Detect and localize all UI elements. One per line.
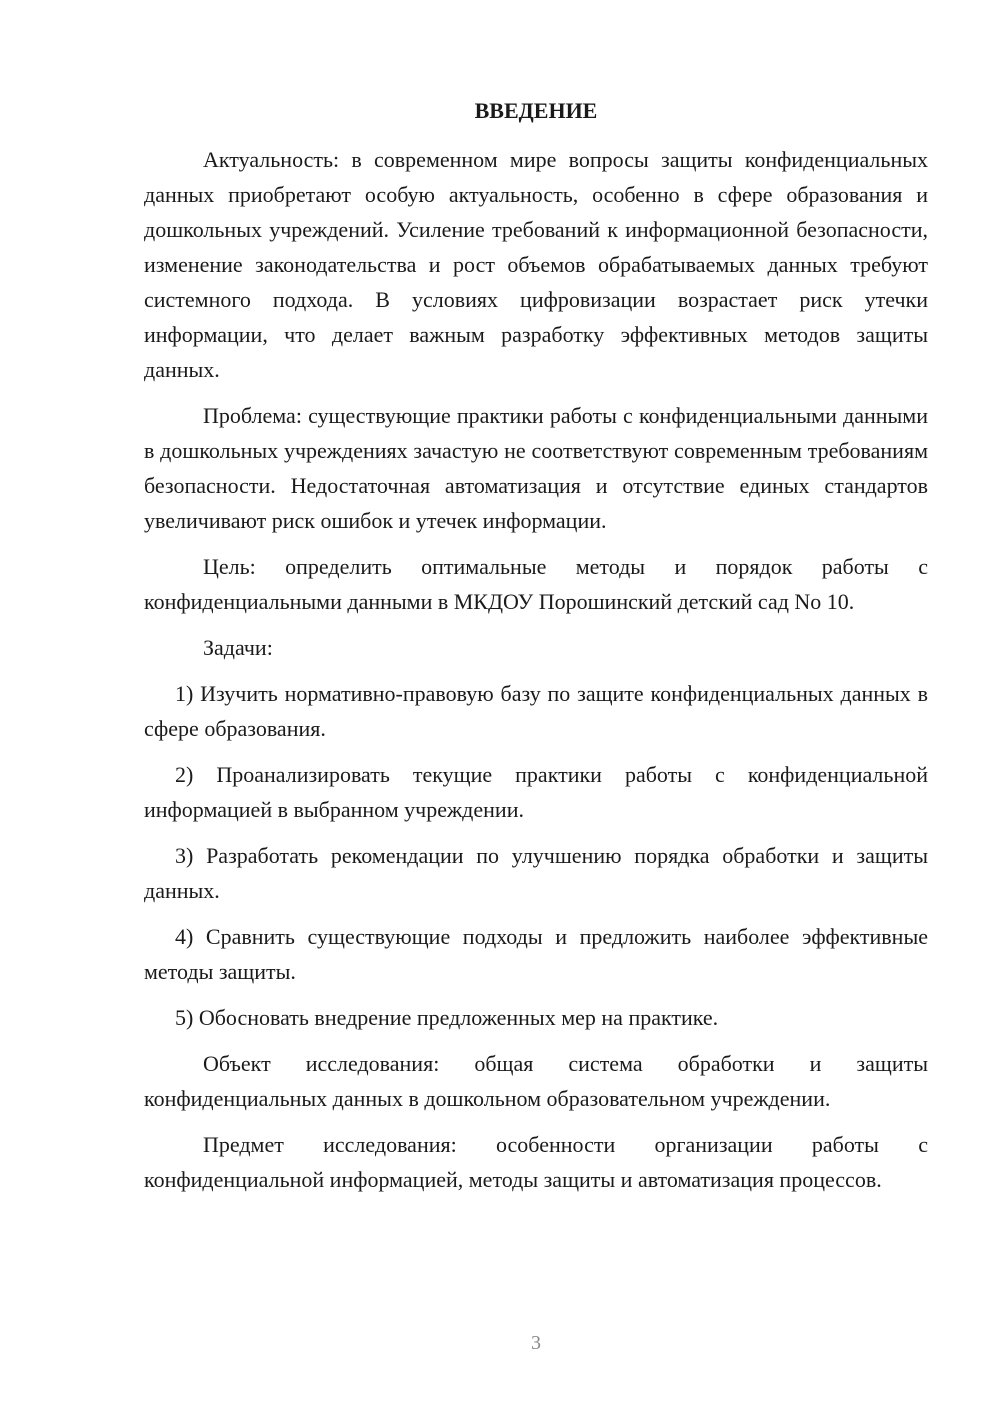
paragraph-object: Объект исследования: общая система обработки и защиты конфиденциальных данных в дошкольном образовательном учреждении.: [144, 1051, 928, 1111]
page-number: 3: [531, 1332, 541, 1354]
paragraph-problem: Проблема: существующие практики работы с конфиденциальными данными в дошкольных учреждениях зачастую не соответствуют современным требованиям безопасности. Недостаточная автоматизация и отсутствие единых стандартов увеличивают риск ошибок и утечек информации.: [144, 403, 928, 533]
task-item-2: 2) Проанализировать текущие практики работы с конфиденциальной информацией в выбранном учреждении.: [144, 762, 928, 822]
body-text: [144, 142, 928, 1197]
paragraph-goal: Цель: определить оптимальные методы и порядок работы с конфиденциальными данными в МКДОУ Порошинский детский сад No 10.: [144, 554, 928, 614]
task-item-1: 1) Изучить нормативно-правовую базу по защите конфиденциальных данных в сфере образования.: [144, 681, 928, 741]
paragraph-subject: Предмет исследования: особенности организации работы с конфиденциальной информацией, методы защиты и автоматизация процессов.: [144, 1132, 928, 1192]
paragraph-tasks-heading: Задачи:: [203, 635, 273, 660]
task-item-5: 5) Обосновать внедрение предложенных мер на практике.: [175, 1005, 719, 1030]
task-item-4: 4) Сравнить существующие подходы и предложить наиболее эффективные методы защиты.: [144, 924, 928, 984]
section-title: ВВЕДЕНИЕ: [474, 98, 598, 123]
task-item-3: 3) Разработать рекомендации по улучшению порядка обработки и защиты данных.: [144, 843, 928, 903]
paragraph-relevance: Актуальность: в современном мире вопросы защиты конфиденциальных данных приобретают особую актуальность, особенно в сфере образования и дошкольных учреждений. Усиление требований к информационной безопасности, изменение законодательства и рост объемов обрабатываемых данных требуют системного подхода. В условиях цифровизации возрастает риск утечки информации, что делает важным разработку эффективных методов защиты данных.: [144, 147, 928, 382]
